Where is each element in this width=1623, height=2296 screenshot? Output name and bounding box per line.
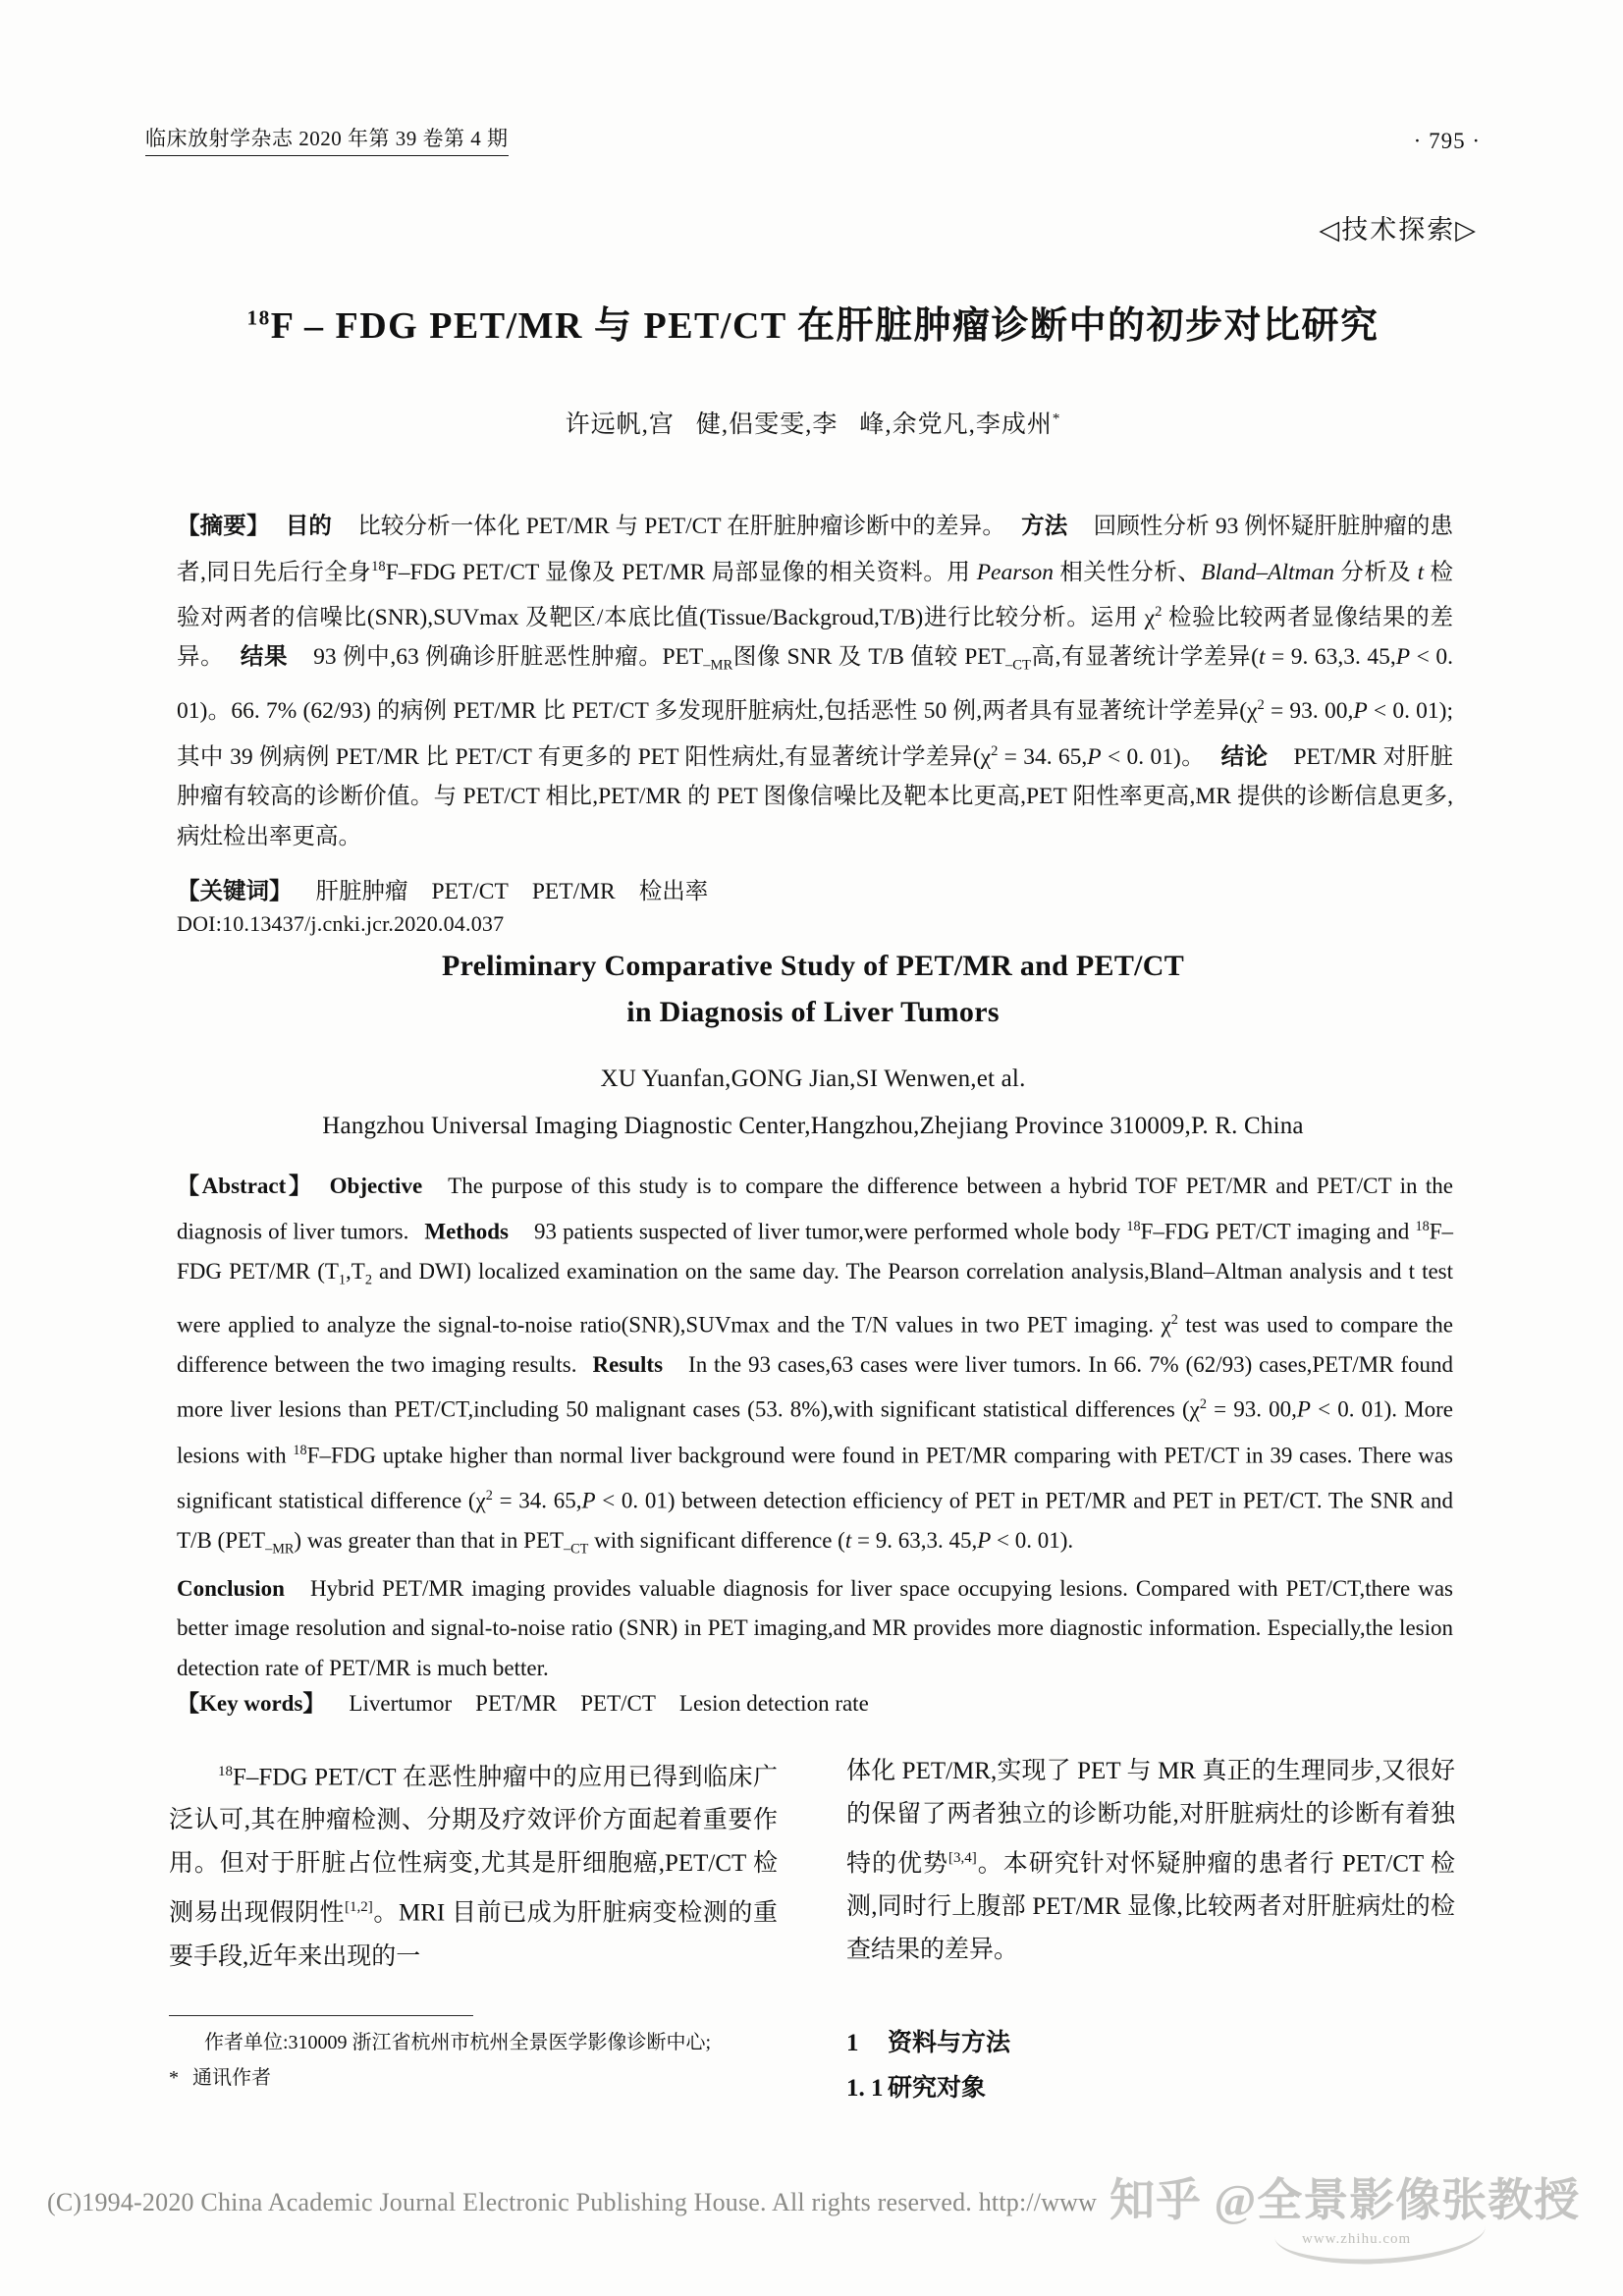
keywords-label-en: 【Key words】 (177, 1691, 326, 1716)
article-title-en-line2: in Diagnosis of Liver Tumors (626, 996, 1000, 1028)
body-text-left-2: 。MRI 目前已成为肝脏病变检测的重要手段,近年来出现的一 (169, 1899, 778, 1970)
chi-square-exponent: 2 (1155, 603, 1163, 620)
stat-italic-p: P (1353, 698, 1368, 725)
journal-issue-line: 临床放射学杂志 2020 年第 39 卷第 4 期 (145, 126, 509, 156)
results-text-cn-2: 图像 SNR 及 T/B 值较 PET (732, 644, 1006, 671)
stat-italic-t: t (844, 1527, 852, 1553)
results-text-en-3: < 0. 01). More lesions with (177, 1397, 1453, 1468)
results-text-cn-9: < 0. 01)。 (1101, 743, 1206, 770)
conclusion-label-en: Conclusion (177, 1575, 285, 1601)
keyword-en-1: PET/MR (475, 1691, 558, 1716)
section-number: 1 (846, 2030, 859, 2056)
section-title: 资料与方法 (888, 2030, 1011, 2056)
reference-citation: [1,2] (345, 1899, 373, 1916)
results-text-en-10: < 0. 01). (991, 1527, 1074, 1553)
methods-text-en-1: 93 patients suspected of liver tumor,were performed whole body (534, 1219, 1127, 1244)
body-text-left-1: F–FDG PET/CT 在恶性肿瘤中的应用已得到临床广泛认可,其在肿瘤检测、分期及疗效评价方面起着重要作用。但对于肝脏占位性病变,尤其是肝细胞癌,PET/CT 检测易出现假阴性 (169, 1764, 778, 1927)
conclusion-label-cn: 结论 (1220, 743, 1269, 770)
keywords-en (177, 1684, 1453, 1723)
abstract-cn (177, 507, 1453, 856)
results-text-cn-6: = 93. 00, (1264, 698, 1354, 725)
section-number: 1. 1 (846, 2075, 884, 2102)
isotope-superscript: 18 (218, 1764, 233, 1779)
results-text-cn-8: = 34. 65, (998, 743, 1088, 770)
corresponding-author-mark: * (1052, 410, 1061, 427)
chi-square-exponent: 2 (991, 742, 999, 759)
conclusion-text-en: Hybrid PET/MR imaging provides valuable diagnosis for liver space occupying lesions. Compared with PET/CT,there was better image resolution and signal-to-noise ratio (SNR) in PET imaging,and MR provides more diagnostic information. Especially,the lesion detection rate of PET/MR is much better. (177, 1575, 1453, 1680)
pet-mr-subscript: –MR (265, 1541, 295, 1558)
chi-square-exponent: 2 (1257, 697, 1265, 714)
isotope-superscript: 18 (1415, 1218, 1430, 1234)
objective-text-cn: 比较分析一体化 PET/MR 与 PET/CT 在肝脏肿瘤诊断中的差异。 (357, 514, 1005, 539)
section-title: 研究对象 (888, 2075, 987, 2102)
keyword-cn-3: 检出率 (638, 879, 709, 904)
author-list-cn (145, 405, 1481, 440)
stat-italic-p: P (581, 1488, 596, 1513)
doi-line: DOI:10.13437/j.cnki.jcr.2020.04.037 (177, 911, 505, 936)
results-text-en-7: ) was greater than that in PET (294, 1527, 565, 1553)
methods-text-cn-3: 相关性分析、 (1054, 559, 1202, 585)
methods-italic-pearson: Pearson (976, 559, 1055, 585)
objective-label-en: Objective (329, 1174, 423, 1198)
keyword-en-3: Lesion detection rate (678, 1691, 869, 1716)
results-text-en-1: In the 93 cases,63 cases were liver tumors. In 66. 7% (62/93) cases,PET/MR found more liver lesions than PET/CT,including 50 malignant cases (53. 8%),with significant statistical differences (χ (177, 1351, 1453, 1423)
chi-square-exponent: 2 (1199, 1396, 1207, 1413)
keyword-cn-1: PET/CT (431, 879, 509, 904)
chi-square-exponent: 2 (1170, 1311, 1178, 1328)
section-heading-list (846, 2021, 1455, 2111)
results-text-en-8: with significant difference ( (588, 1527, 845, 1553)
stat-italic-p: P (1395, 644, 1411, 671)
body-column-right (846, 1750, 1455, 1972)
keyword-en-2: PET/CT (580, 1691, 656, 1716)
keyword-en-0: Livertumor (349, 1691, 453, 1716)
results-label-cn: 结果 (240, 644, 289, 671)
chi-square-exponent: 2 (485, 1487, 493, 1503)
results-text-en-2: = 93. 00, (1206, 1397, 1297, 1423)
results-label-en: Results (592, 1351, 664, 1377)
footnote-block (169, 2025, 778, 2096)
methods-text-cn-1: 回顾性分析 93 例怀疑肝脏肿瘤的患者,同日先后行全身 (177, 514, 1454, 585)
body-text-right-1: 体化 PET/MR,实现了 PET 与 MR 真正的生理同步,又很好的保留了两者独立的诊断功能,对肝脏病灶的诊断有着独特的优势 (846, 1758, 1455, 1878)
stat-italic-t: t (1258, 644, 1266, 671)
results-text-cn-4: = 9. 63,3. 45, (1265, 644, 1396, 671)
article-title-en-line1: Preliminary Comparative Study of PET/MR and PET/CT (441, 950, 1185, 982)
stat-italic-p: P (1296, 1397, 1311, 1423)
watermark-text: 知乎 @全景影像张教授 (1109, 2175, 1581, 2225)
article-title-en (145, 943, 1481, 1035)
methods-text-en-5: and DWI) localized examination on the same day. The Pearson correlation analysis,Bland–Altman analysis and t test were applied to analyze the signal-to-noise ratio(SNR),SUVmax and the T/N values in two PET imaging. χ (177, 1258, 1454, 1338)
t2-subscript: 2 (364, 1272, 372, 1288)
isotope-superscript: 18 (1126, 1218, 1141, 1234)
copyright-line: (C)1994-2020 China Academic Journal Electronic Publishing House. All rights reserved. http://www (47, 2188, 1098, 2216)
article-title-cn (145, 301, 1481, 352)
author-list-en: XU Yuanfan,GONG Jian,SI Wenwen,et al. (600, 1066, 1026, 1092)
section-category-tag: ◁技术探索▷ (1319, 215, 1478, 245)
methods-text-cn-6: 检验比较两者显像结果的差异。 (177, 604, 1453, 671)
methods-text-cn-2: F–FDG PET/CT 显像及 PET/MR 局部显像的相关资料。用 (385, 559, 977, 585)
isotope-superscript: 18 (371, 558, 386, 574)
abstract-label-cn: 【摘要】 (177, 514, 270, 539)
keywords-label-cn: 【关键词】 (177, 879, 293, 904)
pet-ct-subscript: –CT (1005, 657, 1031, 674)
results-text-en-5: = 34. 65, (492, 1488, 582, 1513)
section-heading-1-1 (846, 2066, 1455, 2111)
objective-label-cn: 目的 (285, 514, 333, 539)
article-title-cn-text: F – FDG PET/MR 与 PET/CT 在肝脏肿瘤诊断中的初步对比研究 (270, 305, 1380, 348)
methods-italic-t: t (1417, 559, 1425, 585)
author-group-2: 健,侣雯雯,李 (695, 411, 839, 438)
methods-text-en-2: F–FDG PET/CT imaging and (1140, 1219, 1416, 1244)
reference-citation: [3,4] (947, 1850, 977, 1866)
stat-italic-p: P (977, 1527, 992, 1553)
results-text-cn-7: < 0. 01);其中 39 例病例 PET/MR 比 PET/CT 有更多的 PET 阳性病灶,有显著统计学差异(χ (177, 698, 1453, 770)
isotope-superscript: 18 (293, 1442, 307, 1458)
running-head (145, 126, 1481, 156)
keyword-cn-2: PET/MR (531, 879, 616, 904)
pet-mr-subscript: –MR (703, 657, 733, 674)
results-text-en-4: F–FDG uptake higher than normal liver background were found in PET/MR comparing with PET/CT in 39 cases. There was significant statistical difference (χ (177, 1443, 1454, 1513)
methods-italic-blandaltman: Bland–Altman (1201, 559, 1335, 585)
t1-subscript: 1 (338, 1272, 347, 1288)
author-group-3: 峰,余党凡,李成州 (859, 411, 1053, 438)
results-text-cn-1: 93 例中,63 例确诊肝脏恶性肿瘤。PET (313, 644, 704, 671)
watermark-url: www.zhihu.com (1302, 2231, 1412, 2247)
footnote-affiliation: 作者单位:310009 浙江省杭州市杭州全景医学影像诊断中心; (204, 2032, 712, 2053)
footnote-star: * (169, 2067, 179, 2089)
page-number: · 795 · (1413, 129, 1481, 154)
methods-text-en-3: F–FDG PET/MR (T (177, 1219, 1453, 1284)
watermark-swoosh-icon (1272, 2194, 1487, 2269)
methods-text-en-4: ,T (346, 1258, 365, 1284)
stat-italic-p: P (1087, 743, 1102, 770)
isotope-superscript: 18 (246, 305, 271, 330)
watermark (1109, 2157, 1600, 2274)
keywords-cn (177, 872, 1453, 911)
footnote-divider (169, 2015, 473, 2016)
pet-ct-subscript: –CT (564, 1541, 589, 1558)
results-text-en-9: = 9. 63,3. 45, (851, 1527, 978, 1553)
author-group-1: 许远帆,宫 (565, 411, 675, 438)
results-text-cn-3: 高,有显著统计学差异( (1030, 644, 1259, 671)
affiliation-en: Hangzhou Universal Imaging Diagnostic Center,Hangzhou,Zhejiang Province 310009,P. R. China (322, 1113, 1304, 1139)
results-text-cn-5: < 0. 01)。66. 7% (62/93) 的病例 PET/MR 比 PET/CT 多发现肝脏病灶,包括恶性 50 例,两者具有显著统计学差异(χ (177, 644, 1453, 725)
methods-label-en: Methods (424, 1219, 509, 1244)
conclusion-text-cn: PET/MR 对肝脏肿瘤有较高的诊断价值。与 PET/CT 相比,PET/MR 的 PET 图像信噪比及靶本比更高,PET 阳性率更高,MR 提供的诊断信息更多,病灶检出率更高。 (177, 743, 1453, 849)
section-heading-1 (846, 2021, 1455, 2066)
keyword-cn-0: 肝脏肿瘤 (315, 879, 408, 904)
abstract-label-en: 【Abstract】 (177, 1174, 314, 1198)
body-text-right-2: 。本研究针对怀疑肿瘤的患者行 PET/CT 检测,同时行上腹部 PET/MR 显像,比较两者对肝脏病灶的检查结果的差异。 (846, 1850, 1455, 1964)
methods-text-en-6: test was used to compare the difference between the two imaging results. (177, 1312, 1454, 1377)
body-column-left (169, 1750, 778, 1979)
footnote-corresponding: 通讯作者 (192, 2067, 271, 2089)
results-text-en-6: < 0. 01) between detection efficiency of PET in PET/MR and PET in PET/CT. The SNR and T/B (PET (177, 1488, 1453, 1553)
objective-text-en: The purpose of this study is to compare the difference between a hybrid TOF PET/MR and PET/CT in the diagnosis of liver tumors. (177, 1174, 1454, 1244)
methods-label-cn: 方法 (1021, 514, 1068, 539)
methods-text-cn-4: 分析及 (1334, 559, 1418, 585)
methods-text-cn-5: 检验对两者的信噪比(SNR),SUVmax 及靶区/本底比值(Tissue/Backgroud,T/B)进行比较分析。运用 χ (177, 559, 1454, 630)
abstract-en (177, 1167, 1453, 1688)
